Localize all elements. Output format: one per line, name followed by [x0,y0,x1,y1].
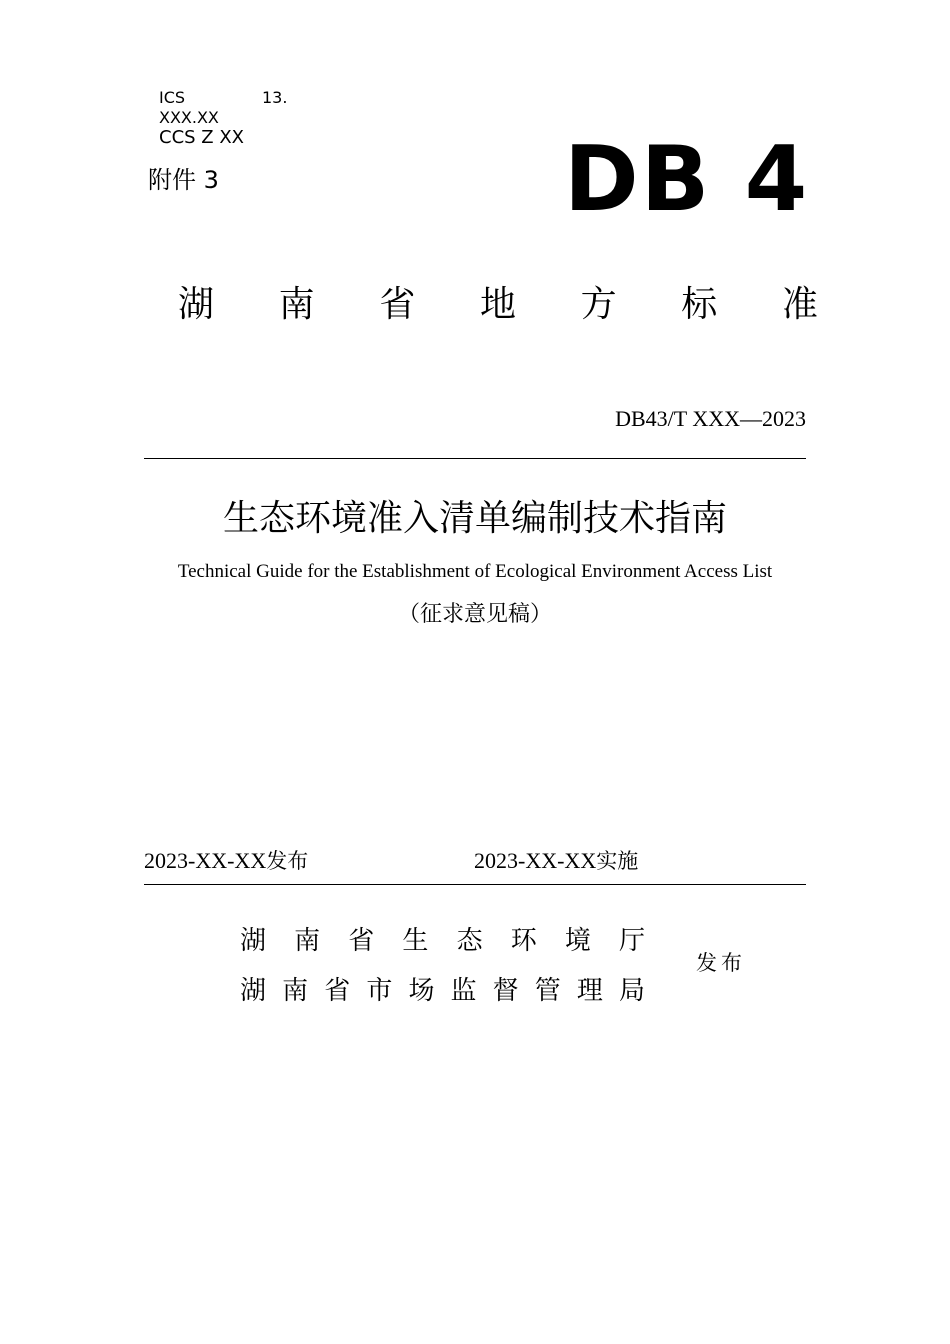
issuer-char: 环 [510,926,537,956]
top-divider [144,458,806,459]
issuer-char: 管 [534,976,561,1006]
chinese-title: 生态环境准入清单编制技术指南 [222,498,727,539]
issuer-char: 湖 [240,976,267,1006]
ccs-code: CCS Z XX [159,127,244,148]
issuer-char: 省 [324,976,351,1006]
standard-number: DB43/T XXX—2023 [615,406,806,431]
publish-label: 发布 [266,849,309,873]
standard-type-char: 南 [278,284,315,325]
issuer-char: 督 [492,976,519,1006]
effective-label: 实施 [596,849,639,873]
standard-type-char: 省 [379,284,416,325]
issuer-market-bureau [240,970,645,1007]
issuer-char: 局 [618,976,645,1006]
issuer-char: 生 [402,926,429,956]
issuer-char: 监 [450,976,477,1006]
draft-status: （征求意见稿） [397,602,552,627]
standard-type-char: 标 [681,284,718,325]
standard-type-char: 方 [580,284,617,325]
effective-date: 2023-XX-XX [474,848,597,873]
ics-label: ICS [159,88,186,107]
standard-type-title [178,276,818,327]
issuer-char: 省 [348,926,375,956]
issuer-char: 态 [456,926,483,956]
issuer-char: 南 [294,926,321,956]
issuer-ecology-department [240,920,645,957]
issuer-char: 理 [576,976,603,1006]
issuer-char: 湖 [240,926,267,956]
english-title: Technical Guide for the Establishment of Ecological Environment Access List [177,561,773,582]
publish-date: 2023-XX-XX [144,848,267,873]
standard-type-char: 湖 [178,284,215,325]
publish-date-line [144,845,308,875]
standard-type-char: 准 [781,284,818,325]
issuer-char: 厅 [618,926,645,956]
effective-date-line [474,845,638,875]
issuer-char: 南 [282,976,309,1006]
ics-number-part2: XXX.XX [159,108,219,127]
db-standard-logo: DB 4 [564,127,810,232]
bottom-divider [144,884,806,885]
issuer-char: 场 [408,976,435,1006]
attachment-label: 附件 3 [148,166,219,194]
issue-label: 发布 [696,951,746,975]
issuer-char: 市 [366,976,393,1006]
ics-number-part1: 13. [262,88,288,107]
standard-type-char: 地 [479,284,516,325]
issuer-char: 境 [564,926,591,956]
